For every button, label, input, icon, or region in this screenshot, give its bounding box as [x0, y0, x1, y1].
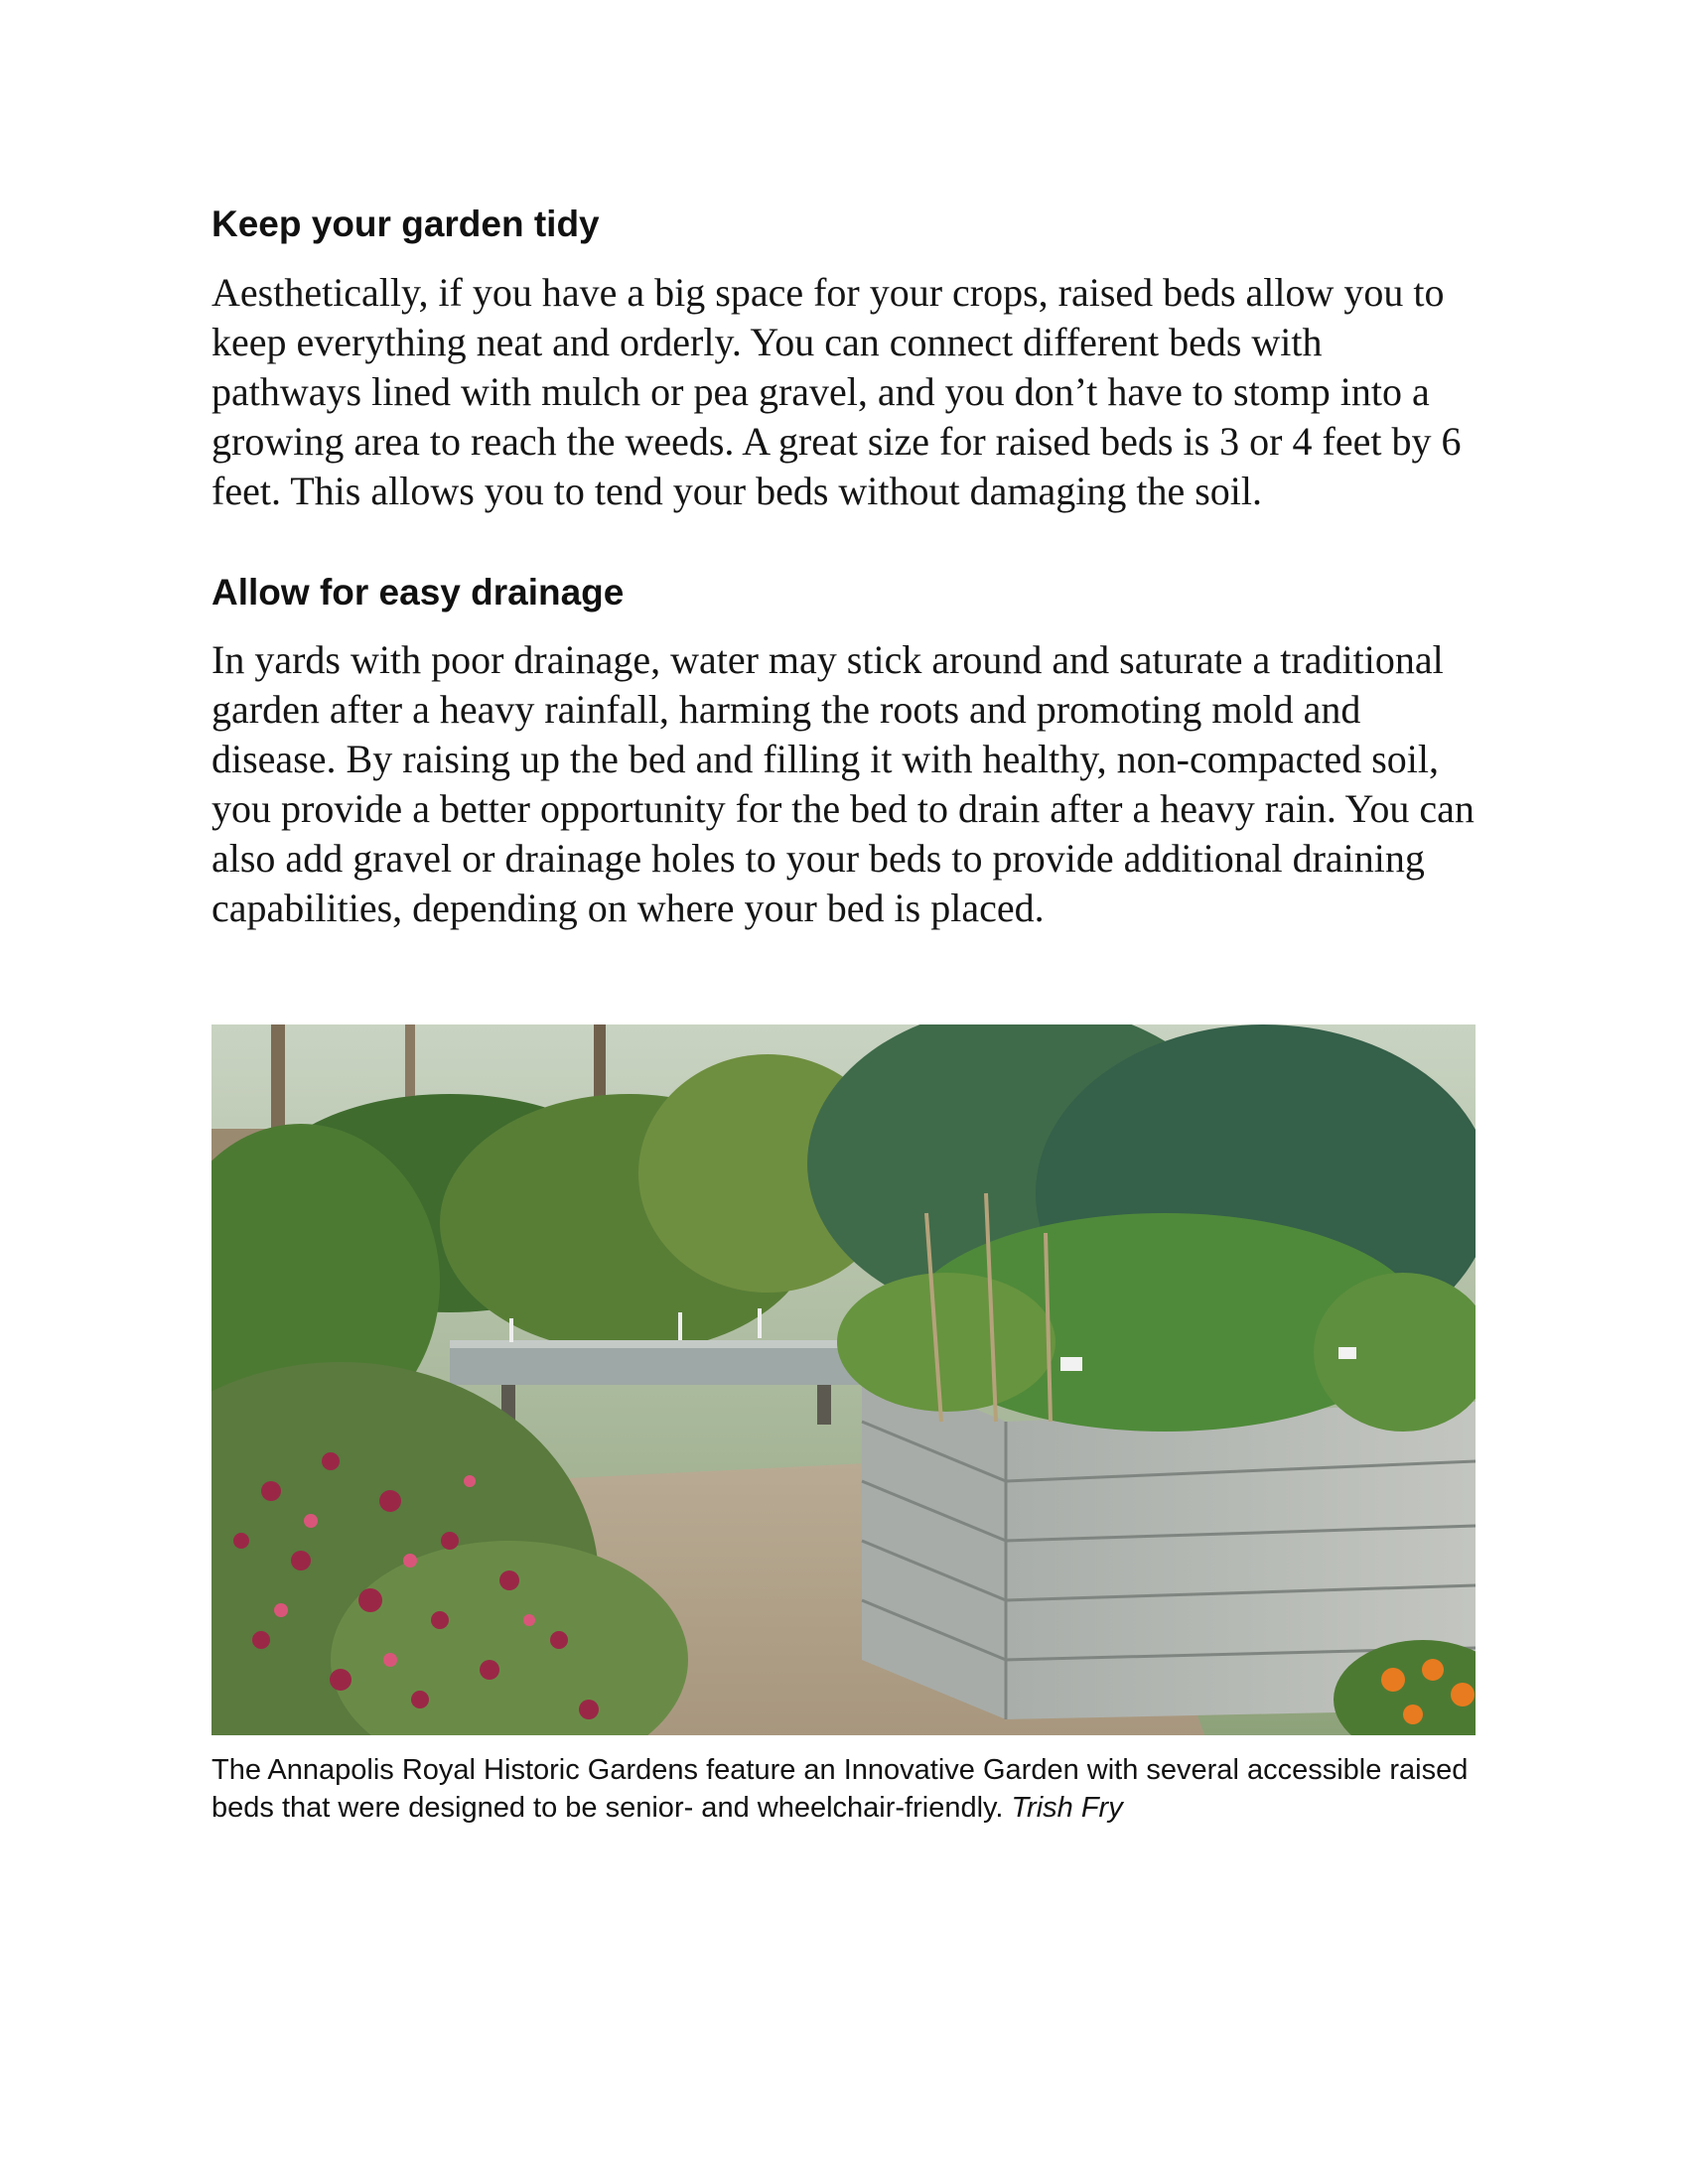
- section-body-tidy: Aesthetically, if you have a big space for your crops, raised beds allow you to keep everything neat and orderly. You can connect different beds with pathways lined with mulch or pea gravel, and you don’t have to stomp into a growing area to reach the weeds. A great size for raised beds is 3 or 4 feet by 6 feet. This allows you to tend your beds without damaging the soil.: [211, 270, 1462, 513]
- section-heading-drainage: Allow for easy drainage: [211, 572, 625, 613]
- caption-text: The Annapolis Royal Historic Gardens feature an Innovative Garden with several accessible raised beds that were designed to be senior- and wheelchair-friendly.: [211, 1754, 1469, 1824]
- photo-credit: Trish Fry: [1011, 1792, 1123, 1824]
- section-heading-tidy: Keep your garden tidy: [211, 204, 600, 244]
- garden-photo: [211, 1024, 1476, 1735]
- figure-caption: [211, 1751, 1477, 1827]
- section-body-drainage: In yards with poor drainage, water may stick around and saturate a traditional garden after a heavy rainfall, harming the roots and promoting mold and disease. By raising up the bed and filling it with healthy, non-compacted soil, you provide a better opportunity for the bed to drain after a heavy rain. You can also add gravel or drainage holes to your beds to provide additional draining capabilities, depending on where your bed is placed.: [211, 637, 1475, 930]
